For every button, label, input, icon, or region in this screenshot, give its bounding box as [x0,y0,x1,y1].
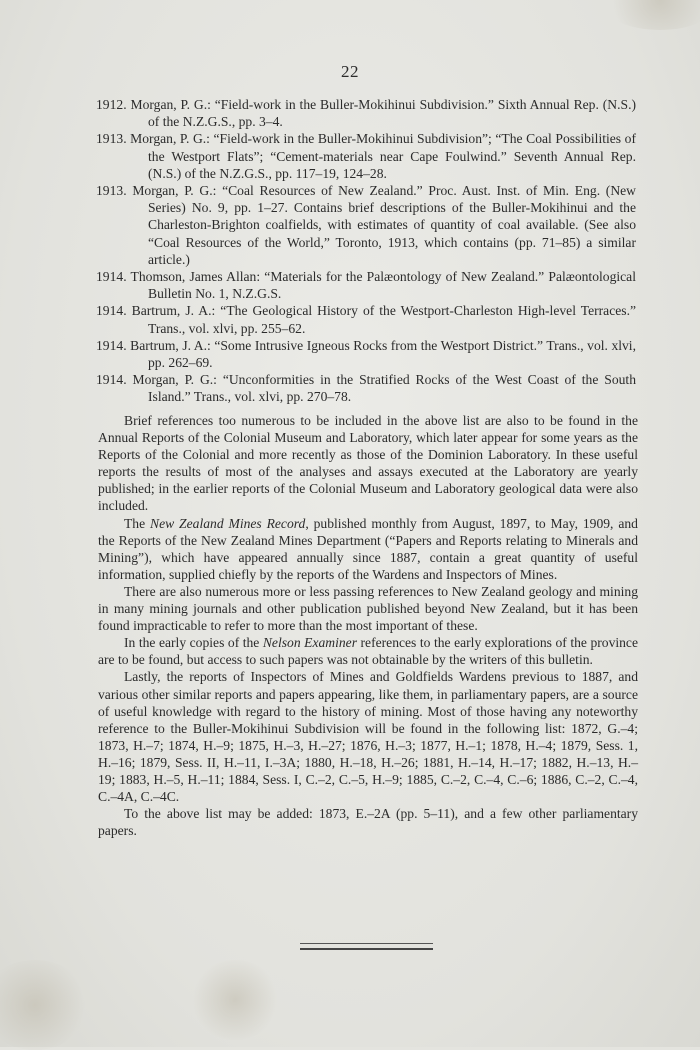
reference-entry [96,182,636,268]
reference-text: Bartrum, J. A.: “The Geological History of the Westport-Charleston High-level Terraces.” Trans., vol. xlvi, pp. 255–62. [131,303,637,336]
reference-text: Morgan, P. G.: “Coal Resources of New Zealand.” Proc. Aust. Inst. of Min. Eng. (New Series) No. 9, pp. 1–27. Contains brief descriptions of the Buller-Mokihinui and the Charleston-Brighton coalfields, with estimates of quantity of coal available. (See also “Coal Resources of the World,” Toronto, 1913, which contains (pp. 71–85) a similar article.) [132,183,636,267]
paper-stain [0,960,90,1050]
reference-entry [96,371,636,405]
reference-year: 1914. [96,269,127,285]
reference-entry [96,337,636,371]
paragraph-parliamentary-list: Lastly, the reports of Inspectors of Mines and Goldfields Wardens previous to 1887, and various other similar reports and papers appearing, like them, in parliamentary papers, are a source of useful knowledge with regard to the history of mining. Most of those having any noteworthy reference to the Buller-Mokihinui Subdivision will be found in the following list: 1872, G.–4; 1873, H.–7; 1874, H.–9; 1875, H.–3, H.–27; 1876, H.–3; 1877, H.–1; 1878, H.–4; 1879, Sess. 1, H.–16; 1879, Sess. II, H.–11, I.–3A; 1880, H.–18, H.–26; 1881, H.–14, H.–17; 1882, H.–13, H.–19; 1883, H.–5, H.–11; 1884, Sess. I, C.–2, C.–5, H.–9; 1885, C.–2, C.–4, C.–6; 1886, C.–2, C.–4, C.–4A, C.–4C. [98,669,638,805]
end-rule [300,943,433,950]
page-number: 22 [341,62,359,81]
reference-text: Thomson, James Allan: “Materials for the Palæontology of New Zealand.” Palæontological Bulletin No. 1, N.Z.G.S. [130,269,636,302]
paragraph-mines-record [98,515,638,583]
reference-year: 1914. [96,372,127,388]
reference-text: Morgan, P. G.: “Field-work in the Buller-Mokihinui Subdivision”; “The Coal Possibilities of the Westport Flats”; “Cement-materials near Cape Foulwind.” Seventh Annual Rep. (N.S.) of the N.Z.G.S., pp. 117–19, 124–28. [130,131,636,181]
reference-year: 1913. [96,183,127,199]
text-run: references to the early explorations of the province are to be found, but access to such papers was not obtainable by the writers of this bulletin. [98,635,639,668]
body-text [98,412,638,839]
reference-year: 1914. [96,303,127,319]
paper-stain [190,960,280,1040]
reference-entry [96,268,636,302]
publication-title: Nelson Examiner [262,635,357,651]
text-run: The [124,515,151,531]
paragraph-nelson-examiner [98,634,638,668]
reference-text: Morgan, P. G.: “Field-work in the Buller-Mokihinui Subdivision.” Sixth Annual Rep. (N.S.) of the N.Z.G.S., pp. 3–4. [130,97,636,130]
paragraph-journals: There are also numerous more or less passing references to New Zealand geology and mining in many mining journals and other publication published beyond New Zealand, but it has been found impracticable to refer to more than the most important of these. [98,583,638,634]
paragraph-annual-reports: Brief references too numerous to be included in the above list are also to be found in the Annual Reports of the Colonial Museum and Laboratory, which later appear for some years as the Reports of the Colonial and more recently as those of the Dominion Laboratory. In these useful reports the results of most of the analyses and assays executed at the Laboratory are yearly published; in the earlier reports of the Colonial Museum and Laboratory geological data were also included. [98,413,638,514]
paper-stain [600,0,700,30]
reference-list [96,96,636,406]
reference-year: 1912. [96,97,127,112]
reference-year: 1913. [96,131,127,147]
reference-entry [96,130,636,182]
reference-entry [96,302,636,336]
reference-text: Morgan, P. G.: “Unconformities in the Stratified Rocks of the West Coast of the South Island.” Trans., vol. xlvi, pp. 270–78. [132,372,636,405]
text-run: In the early copies of the [124,635,263,651]
reference-text: Bartrum, J. A.: “Some Intrusive Igneous Rocks from the Westport District.” Trans., vol. xlvi, pp. 262–69. [130,337,636,371]
paragraph-additional-papers: To the above list may be added: 1873, E.–2A (pp. 5–11), and a few other parliamentary papers. [98,806,638,839]
text-run: , published monthly from August, 1897, to May, 1909, and the Reports of the New Zealand Mines Department (“Papers and Reports relating to Minerals and Mining”), which have appeared annually since 1887, contain a great quantity of useful information, supplied chiefly by the reports of the Wardens and Inspectors of Mines. [98,515,638,582]
reference-entry [96,96,636,130]
publication-title: New Zealand Mines Record [150,515,306,531]
reference-year: 1914. [96,337,127,353]
